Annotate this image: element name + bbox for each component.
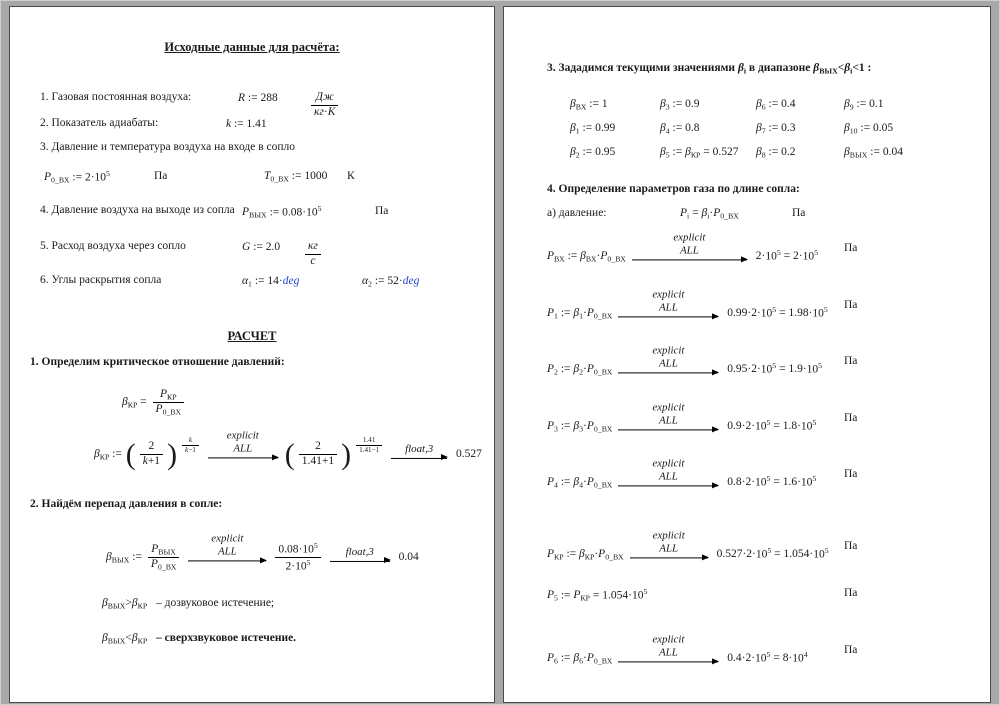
outlet-pressure-formula: $P_{ВЫХ}$ := $0.08\cdot 10^5$ bbox=[242, 204, 322, 220]
pressure-eq-3-unit: Па bbox=[844, 412, 858, 424]
pressure-eq-1-unit: Па bbox=[844, 299, 858, 311]
supersonic-condition-text: – сверхзвуковое истечение. bbox=[156, 632, 297, 644]
pressure-eq-1: $P_1$ := $\beta_1\cdot P_{0\_ВХ}$ explicit ALL $0.99\cdot 2\cdot 10^5 = 1.98\cdot 10^5$ bbox=[547, 288, 828, 321]
inlet-conditions-label: 3. Давление и температура воздуха на входе в сопло bbox=[40, 141, 296, 153]
pressure-eq-2: $P_2$ := $\beta_2\cdot P_{0\_ВХ}$ explicit ALL $0.95\cdot 2\cdot 10^5 = 1.9\cdot 10^5$ bbox=[547, 344, 823, 377]
outlet-pressure-label: 4. Давление воздуха на выходе из сопла bbox=[40, 204, 235, 216]
beta-value-5: $\beta_5$ := $\beta_{КР} = 0.527$ bbox=[660, 146, 739, 160]
beta-value-4: $\beta_4$ := 0.8 bbox=[660, 122, 700, 136]
adiabatic-index-label: 2. Показатель адиабаты: bbox=[40, 117, 159, 129]
mass-flow-label: 5. Расход воздуха через сопло bbox=[40, 240, 186, 252]
supersonic-condition-formula: $\beta_{ВЫХ}<\beta_{КР}$ bbox=[102, 632, 148, 646]
mass-flow-unit: $\frac{кг}{с}$ bbox=[302, 240, 324, 269]
section2-heading: 2. Найдём перепад давления в сопле: bbox=[30, 498, 223, 510]
pressure-eq-6-unit: Па bbox=[844, 644, 858, 656]
beta-value-1: $\beta_1$ := 0.99 bbox=[570, 122, 616, 136]
page-2 bbox=[503, 6, 991, 703]
subsonic-condition-text: – дозвуковое истечение; bbox=[156, 597, 275, 609]
subsonic-condition-formula: $\beta_{ВЫХ}>\beta_{КР}$ bbox=[102, 597, 148, 611]
beta-value-7: $\beta_7$ := 0.3 bbox=[756, 122, 796, 136]
beta-value-3: $\beta_3$ := 0.9 bbox=[660, 98, 700, 112]
inlet-pressure-formula: $P_{0\_ВХ}$ := $2\cdot 10^5$ bbox=[44, 169, 110, 185]
pressure-eq-vh-unit: Па bbox=[844, 242, 858, 254]
section3-heading: 3. Зададимся текущими значениями $\beta_i$ в диапазоне $\beta_{ВЫХ}<\beta_i<1$ : bbox=[547, 62, 872, 76]
beta-critical-definition: $\beta_{КР}$ = $\frac{P_{КР}}{P_{0\_ВХ}}$ bbox=[122, 388, 187, 417]
adiabatic-index-formula: k := 1.41 bbox=[226, 118, 267, 130]
page-1 bbox=[9, 6, 495, 703]
outlet-pressure-unit: Па bbox=[375, 205, 389, 217]
inlet-temperature-unit: К bbox=[347, 170, 355, 182]
pressure-item-label: а) давление: bbox=[547, 207, 607, 219]
section1-heading: 1. Определим критическое отношение давлений: bbox=[30, 356, 285, 368]
page1-title: Исходные данные для расчёта: bbox=[164, 40, 340, 54]
beta-value-9: $\beta_9$ := 0.1 bbox=[844, 98, 884, 112]
beta-value-vyh: $\beta_{ВЫХ}$ := 0.04 bbox=[844, 146, 903, 160]
gas-constant-formula: R := 288 bbox=[238, 92, 278, 104]
pressure-general-unit: Па bbox=[792, 207, 806, 219]
pressure-eq-4-unit: Па bbox=[844, 468, 858, 480]
inlet-pressure-unit: Па bbox=[154, 170, 168, 182]
pressure-eq-5: $P_5$ := $P_{КР} = 1.054\cdot 10^5$ bbox=[547, 587, 648, 603]
pressure-eq-4: $P_4$ := $\beta_4\cdot P_{0\_ВХ}$ explicit ALL $0.8\cdot 2\cdot 10^5 = 1.6\cdot 10^5$ bbox=[547, 457, 817, 490]
beta-value-8: $\beta_8$ := 0.2 bbox=[756, 146, 796, 160]
mass-flow-formula: G := 2.0 bbox=[242, 241, 281, 253]
pressure-eq-kr-unit: Па bbox=[844, 540, 858, 552]
inlet-temperature-formula: $T_{0\_ВХ}$ := 1000 bbox=[264, 170, 328, 184]
nozzle-angle2-formula: $\alpha_2$ := 52·deg bbox=[362, 275, 420, 289]
beta-critical-formula: $\beta_{КР}$ := ( $\frac{2}{k+1}$ ) $\frac{k}{k-1}$ explicit ALL ( $\frac{2}{1.41+1}$ ) $\frac{1.41}{1.41-1}$ float,3 0.527 bbox=[94, 429, 482, 471]
beta-value-10: $\beta_{10}$ := 0.05 bbox=[844, 122, 894, 136]
beta-value-2: $\beta_2$ := 0.95 bbox=[570, 146, 616, 160]
pressure-eq-vh: $P_{ВХ}$ := $\beta_{ВХ}\cdot P_{0\_ВХ}$ explicit ALL $2\cdot 10^5 = 2\cdot 10^5$ bbox=[547, 231, 819, 264]
beta-out-formula: $\beta_{ВЫХ}$ := $\frac{P_{ВЫХ}}{P_{0\_ВХ}}$ explicit ALL $\frac{0.08\cdot 10^5}{2\cdot 10^5}$ float,3 0.04 bbox=[106, 532, 419, 573]
pressure-eq-5-unit: Па bbox=[844, 587, 858, 599]
pressure-eq-2-unit: Па bbox=[844, 355, 858, 367]
pressure-eq-3: $P_3$ := $\beta_3\cdot P_{0\_ВХ}$ explicit ALL $0.9\cdot 2\cdot 10^5 = 1.8\cdot 10^5$ bbox=[547, 401, 817, 434]
pressure-eq-kr: $P_{КР}$ := $\beta_{КР}\cdot P_{0\_ВХ}$ explicit ALL $0.527\cdot 2\cdot 10^5 = 1.054\cdot 10^5$ bbox=[547, 529, 829, 562]
beta-value-vh: $\beta_{ВХ}$ := 1 bbox=[570, 98, 608, 112]
gas-constant-label: 1. Газовая постоянная воздуха: bbox=[40, 91, 192, 103]
calculation-title: РАСЧЕТ bbox=[227, 329, 277, 343]
gas-constant-unit: $\frac{Дж}{кг\cdot К}$ bbox=[308, 91, 341, 120]
pressure-eq-6: $P_6$ := $\beta_6\cdot P_{0\_ВХ}$ explicit ALL $0.4\cdot 2\cdot 10^5 = 8\cdot 10^4$ bbox=[547, 633, 808, 666]
nozzle-angles-label: 6. Углы раскрытия сопла bbox=[40, 274, 162, 286]
pressure-general-formula: $P_i = \beta_i\cdot P_{0\_ВХ}$ bbox=[680, 207, 739, 221]
nozzle-angle1-formula: $\alpha_1$ := 14·deg bbox=[242, 275, 300, 289]
section4-heading: 4. Определение параметров газа по длине сопла: bbox=[547, 183, 800, 195]
beta-value-6: $\beta_6$ := 0.4 bbox=[756, 98, 796, 112]
